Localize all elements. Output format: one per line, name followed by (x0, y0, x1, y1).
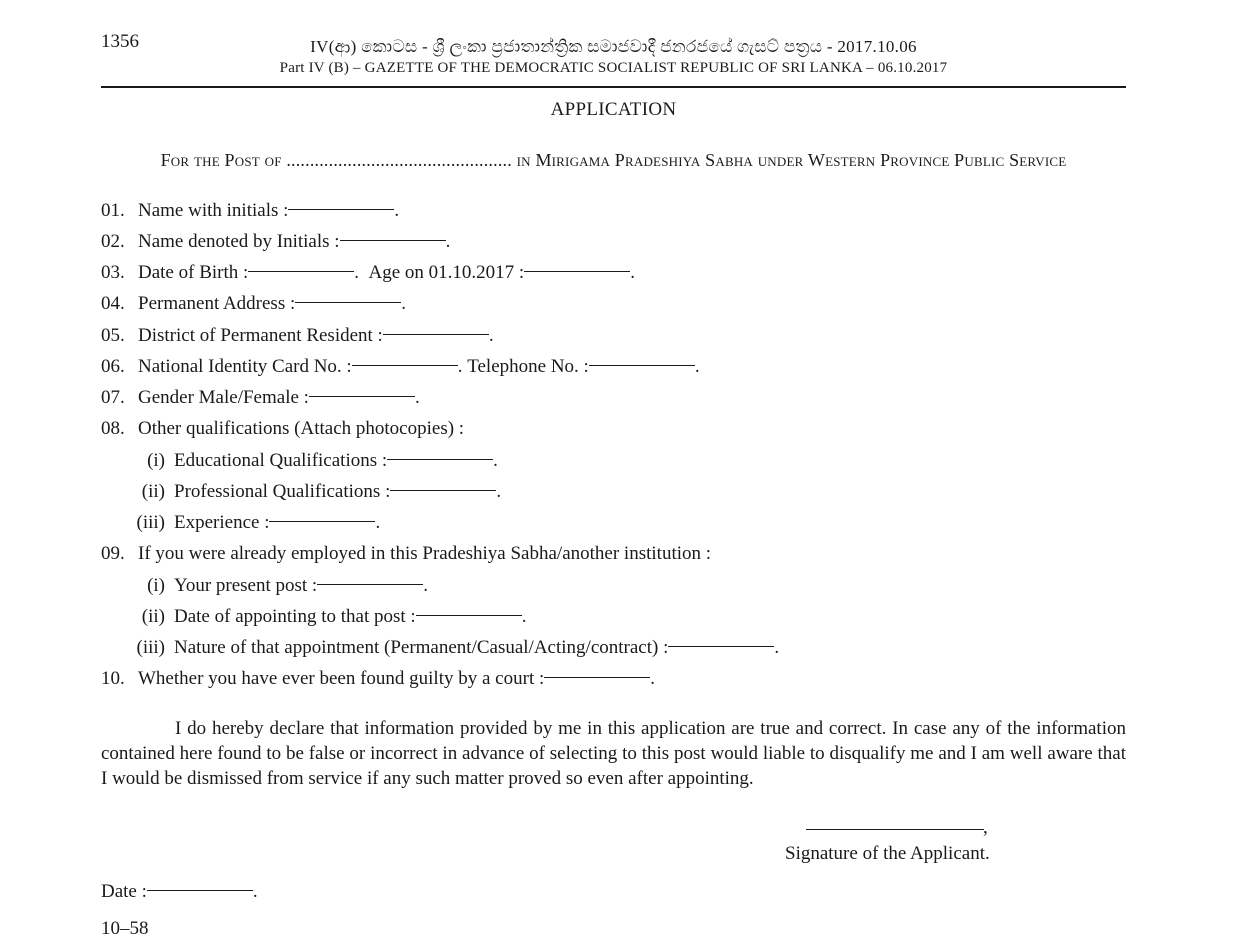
declaration-paragraph: I do hereby declare that information provided by me in this application are true and correct. In case any of the information contained here found to be false or incorrect in advance of selecting to this post would liable to disqualify me and I am well aware that I would be dismissed from service if any such matter proved so even after appointing. (101, 718, 1126, 789)
present-post-blank[interactable] (317, 584, 423, 585)
subitem-label: Your present post : (174, 575, 318, 596)
item-end: . (488, 325, 494, 346)
date-of-birth-blank[interactable] (248, 271, 354, 272)
form-item-05 (101, 325, 494, 347)
subitem-number: (iii) (136, 637, 165, 658)
item-end: . (401, 293, 407, 314)
item-end: . (650, 668, 655, 689)
form-item-01 (101, 200, 399, 222)
appointment-date-blank[interactable] (416, 615, 522, 616)
item-number: 02. (101, 231, 125, 252)
subitem-end: . (521, 606, 527, 627)
form-subitem-08-ii (131, 481, 501, 503)
subitem-end: . (375, 512, 381, 533)
signature-line[interactable] (806, 829, 984, 830)
item-number: 10. (101, 668, 125, 689)
header-sinhala-line: IV(ආ) කොටස - ශ්‍රී ලංකා ප්‍රජාතාන්ත්‍රික සමාජවාදී ජනරජයේ ගැසට් පත්‍රය - 2017.10.06 (310, 37, 917, 56)
item-number: 09. (101, 543, 125, 564)
age-blank[interactable] (524, 271, 630, 272)
item-label: Other qualifications (Attach photocopies) : (138, 418, 465, 439)
name-with-initials-blank[interactable] (288, 209, 394, 210)
header-english-line: Part IV (B) – GAZETTE OF THE DEMOCRATIC SOCIALIST REPUBLIC OF SRI LANKA – 06.10.2017 (279, 60, 948, 76)
signature-comma: , (983, 817, 988, 838)
item-number: 01. (101, 200, 125, 221)
item-label: District of Permanent Resident : (138, 325, 383, 346)
item-label: Whether you have ever been found guilty by a court : (138, 668, 545, 689)
reference-code: 10–58 (101, 918, 149, 939)
subitem-label: Date of appointing to that post : (174, 606, 416, 627)
item-end: . (457, 356, 463, 377)
item-number: 03. (101, 262, 125, 283)
subitem-number: (ii) (141, 481, 165, 502)
gender-blank[interactable] (309, 396, 415, 397)
date-blank[interactable] (147, 890, 253, 891)
name-denoted-blank[interactable] (340, 240, 446, 241)
form-item-03 (101, 262, 635, 284)
application-subtitle: For the Post of ................................................ in Mirigama Pradeshiya Sabha under Western Province Public Service (160, 150, 1067, 170)
item-number: 04. (101, 293, 125, 314)
telephone-blank[interactable] (589, 365, 695, 366)
item-number: 05. (101, 325, 125, 346)
form-item-10 (101, 668, 655, 690)
date-field (101, 881, 258, 903)
form-subitem-08-i (131, 450, 498, 472)
subitem-end: . (774, 637, 780, 658)
item-label-2: Telephone No. : (467, 356, 589, 377)
subitem-number: (iii) (136, 512, 165, 533)
item-label: Name denoted by Initials : (138, 231, 340, 252)
item-end: . (445, 231, 451, 252)
header-divider (101, 86, 1126, 88)
item-end: . (414, 387, 420, 408)
nic-number-blank[interactable] (352, 365, 458, 366)
item-label: National Identity Card No. : (138, 356, 352, 377)
form-subitem-09-ii (131, 606, 526, 628)
district-blank[interactable] (383, 334, 489, 335)
item-number: 06. (101, 356, 125, 377)
form-item-06 (101, 356, 700, 378)
professional-qualifications-blank[interactable] (390, 490, 496, 491)
date-label: Date : (101, 881, 147, 902)
subitem-end: . (423, 575, 428, 596)
item-label: Name with initials : (138, 200, 289, 221)
form-item-09 (101, 543, 711, 565)
form-subitem-09-iii (131, 637, 779, 659)
subitem-label: Professional Qualifications : (174, 481, 391, 502)
item-label: Date of Birth : (138, 262, 249, 283)
item-end: . (394, 200, 400, 221)
permanent-address-blank[interactable] (295, 302, 401, 303)
educational-qualifications-blank[interactable] (387, 459, 493, 460)
experience-blank[interactable] (269, 521, 375, 522)
subitem-label: Experience : (174, 512, 270, 533)
form-item-04 (101, 293, 406, 315)
form-item-08 (101, 418, 464, 440)
subitem-number: (i) (147, 450, 165, 471)
subitem-end: . (493, 450, 498, 471)
item-label: Permanent Address : (138, 293, 296, 314)
item-label-2: Age on 01.10.2017 : (368, 262, 525, 283)
item-label: Gender Male/Female : (138, 387, 309, 408)
subitem-label: Nature of that appointment (Permanent/Casual/Acting/contract) : (174, 637, 669, 658)
item-end-2: . (630, 262, 635, 283)
item-end: . (354, 262, 360, 283)
gazette-header (101, 36, 1126, 78)
item-label: If you were already employed in this Pradeshiya Sabha/another institution : (138, 543, 712, 564)
application-title: APPLICATION (550, 99, 677, 120)
court-guilty-blank[interactable] (544, 677, 650, 678)
item-number: 08. (101, 418, 125, 439)
item-number: 07. (101, 387, 125, 408)
form-item-02 (101, 231, 450, 253)
form-subitem-09-i (131, 575, 428, 597)
form-subitem-08-iii (131, 512, 380, 534)
signature-label: Signature of the Applicant. (785, 843, 990, 864)
subitem-number: (ii) (141, 606, 165, 627)
subitem-label: Educational Qualifications : (174, 450, 388, 471)
subitem-number: (i) (147, 575, 165, 596)
page-number: 1356 (101, 31, 139, 52)
date-end: . (252, 881, 258, 902)
appointment-nature-blank[interactable] (668, 646, 774, 647)
form-item-07 (101, 387, 420, 409)
item-end-2: . (694, 356, 700, 377)
subitem-end: . (496, 481, 502, 502)
